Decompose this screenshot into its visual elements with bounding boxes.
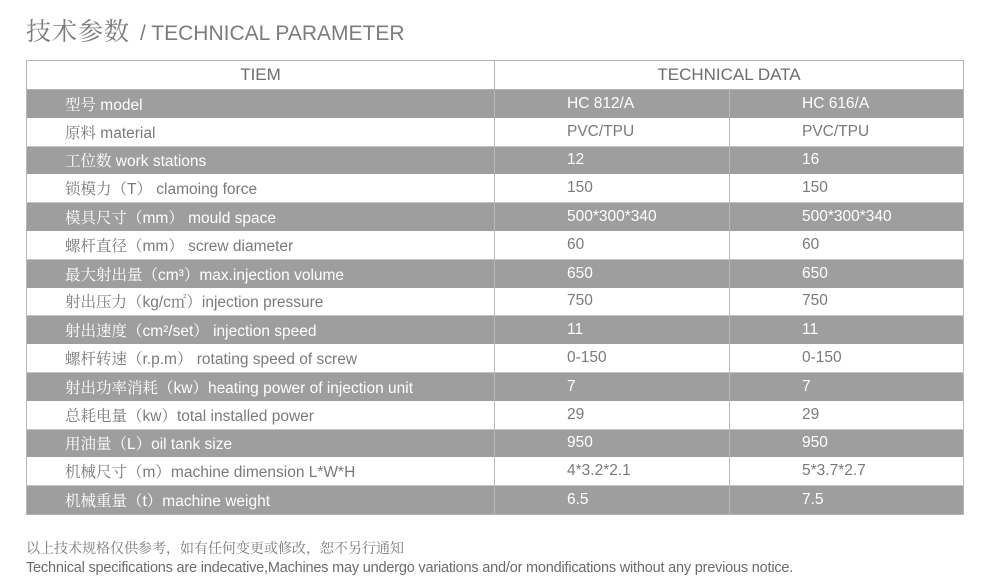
header-item: TIEM [27, 61, 495, 90]
row-value-hc812a: PVC/TPU [495, 118, 730, 146]
row-label: 机械尺寸（m）machine dimension L*W*H [27, 457, 495, 485]
row-value-hc616a: 60 [730, 231, 964, 259]
page-header [26, 12, 405, 46]
row-value-hc812a: 500*300*340 [495, 203, 730, 231]
row-value-hc812a: 150 [495, 174, 730, 202]
table-row [27, 288, 964, 316]
table-row [27, 146, 964, 174]
row-value-hc812a: 6.5 [495, 486, 730, 515]
row-value-hc616a: 650 [730, 259, 964, 287]
technical-parameter-table [26, 60, 964, 515]
table-row [27, 401, 964, 429]
row-value-hc616a: 7.5 [730, 486, 964, 515]
row-label: 螺杆直径（mm） screw diameter [27, 231, 495, 259]
row-value-hc812a: 12 [495, 146, 730, 174]
footer-notes [26, 538, 793, 578]
title-english: / TECHNICAL PARAMETER [140, 22, 405, 45]
row-label: 最大射出量（cm³）max.injection volume [27, 259, 495, 287]
table-row [27, 118, 964, 146]
row-label: 射出速度（cm²/set） injection speed [27, 316, 495, 344]
row-label: 机械重量（t）machine weight [27, 486, 495, 515]
footer-note-english: Technical specifications are indecative,Machines may undergo variations and/or mondifications without any previous notice. [26, 560, 794, 576]
footer-note-chinese: 以上技术规格仅供参考，如有任何变更或修改，恕不另行通知 [26, 540, 404, 556]
row-value-hc812a: 750 [495, 288, 730, 316]
table-row [27, 344, 964, 372]
table-row [27, 259, 964, 287]
row-value-hc812a: 11 [495, 316, 730, 344]
row-value-hc812a: 60 [495, 231, 730, 259]
row-label: 射出功率消耗（kw）heating power of injection unit [27, 372, 495, 400]
row-value-hc616a: 5*3.7*2.7 [730, 457, 964, 485]
table-row [27, 90, 964, 118]
table-row [27, 174, 964, 202]
row-value-hc616a: 11 [730, 316, 964, 344]
table-row [27, 316, 964, 344]
row-value-hc812a: 29 [495, 401, 730, 429]
table-row [27, 231, 964, 259]
table-row [27, 429, 964, 457]
row-value-hc616a: 29 [730, 401, 964, 429]
title-chinese: 技术参数 [26, 18, 131, 46]
row-value-hc616a: 750 [730, 288, 964, 316]
row-value-hc616a: 950 [730, 429, 964, 457]
row-label: 用油量（L）oil tank size [27, 429, 495, 457]
row-value-hc616a: 0-150 [730, 344, 964, 372]
header-technical-data: TECHNICAL DATA [495, 61, 964, 90]
row-label: 总耗电量（kw）total installed power [27, 401, 495, 429]
row-value-hc812a: 7 [495, 372, 730, 400]
row-value-hc812a: 0-150 [495, 344, 730, 372]
row-label: 锁模力（T） clamoing force [27, 174, 495, 202]
table-row [27, 457, 964, 485]
row-value-hc812a: HC 812/A [495, 90, 730, 118]
row-label: 工位数 work stations [27, 146, 495, 174]
table-row [27, 486, 964, 515]
row-value-hc812a: 650 [495, 259, 730, 287]
row-label: 螺杆转速（r.p.m） rotating speed of screw [27, 344, 495, 372]
row-value-hc616a: 7 [730, 372, 964, 400]
row-value-hc616a: 16 [730, 146, 964, 174]
table-row [27, 203, 964, 231]
row-label: 原料 material [27, 118, 495, 146]
row-value-hc616a: HC 616/A [730, 90, 964, 118]
row-value-hc616a: 500*300*340 [730, 203, 964, 231]
row-label: 射出压力（kg/c㎡）injection pressure [27, 288, 495, 316]
row-label: 模具尺寸（mm） mould space [27, 203, 495, 231]
row-label: 型号 model [27, 90, 495, 118]
row-value-hc616a: PVC/TPU [730, 118, 964, 146]
row-value-hc812a: 950 [495, 429, 730, 457]
row-value-hc616a: 150 [730, 174, 964, 202]
row-value-hc812a: 4*3.2*2.1 [495, 457, 730, 485]
table-row [27, 372, 964, 400]
table-header-row [27, 61, 964, 90]
